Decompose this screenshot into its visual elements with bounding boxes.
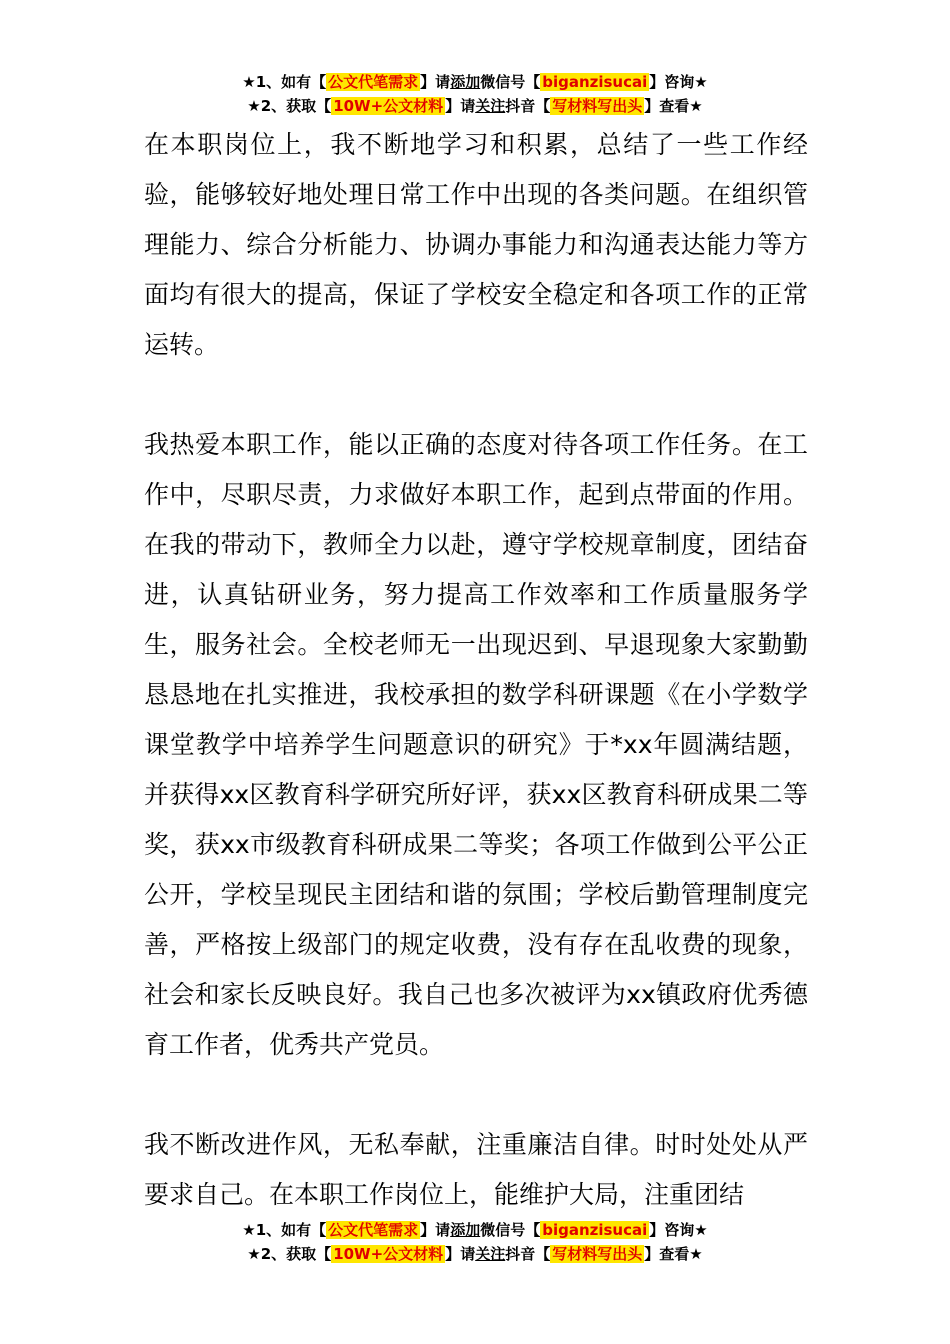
promo-highlight: biganzisucai bbox=[542, 1221, 648, 1239]
promo-text: ★1、如有【 bbox=[242, 73, 327, 91]
promo-text: 】请 bbox=[420, 1221, 451, 1239]
promo-text: 微信号【 bbox=[480, 73, 541, 91]
promo-highlight: 写材料写出头 bbox=[552, 97, 643, 115]
promo-highlight: biganzisucai bbox=[542, 73, 648, 91]
promo-text: 】咨询★ bbox=[649, 73, 708, 91]
promo-highlight: 10W+公文材料 bbox=[333, 97, 444, 115]
promo-highlight: 10W+公文材料 bbox=[333, 1245, 444, 1263]
promo-emphasis: 关注 bbox=[475, 1245, 506, 1263]
promo-highlight: 写材料写出头 bbox=[552, 1245, 643, 1263]
promo-text: 抖音【 bbox=[505, 97, 551, 115]
paragraph-3: 我不断改进作风，无私奉献，注重廉洁自律。时时处处从严要求自己。在本职工作岗位上，能维护大局，注重团结 bbox=[144, 1130, 808, 1209]
promo-text: 】查看★ bbox=[644, 97, 703, 115]
promo-text: 】请 bbox=[445, 1245, 476, 1263]
promo-text: 抖音【 bbox=[505, 1245, 551, 1263]
footer-promo-banner bbox=[0, 1218, 950, 1266]
promo-text: 】查看★ bbox=[644, 1245, 703, 1263]
promo-text: ★1、如有【 bbox=[242, 1221, 327, 1239]
promo-text: ★2、获取【 bbox=[247, 97, 332, 115]
promo-emphasis: 添加 bbox=[450, 1221, 481, 1239]
promo-highlight: 公文代笔需求 bbox=[328, 73, 419, 91]
promo-line-1 bbox=[0, 1218, 950, 1242]
promo-emphasis: 添加 bbox=[450, 73, 481, 91]
paragraph-1: 在本职岗位上，我不断地学习和积累，总结了一些工作经验，能够较好地处理日常工作中出现的各类问题。在组织管理能力、综合分析能力、协调办事能力和沟通表达能力等方面均有很大的提高，保证了学校安全稳定和各项工作的正常运转。 bbox=[144, 130, 808, 359]
promo-highlight: 公文代笔需求 bbox=[328, 1221, 419, 1239]
paragraph-2: 我热爱本职工作，能以正确的态度对待各项工作任务。在工作中，尽职尽责，力求做好本职工作，起到点带面的作用。在我的带动下，教师全力以赴，遵守学校规章制度，团结奋进，认真钻研业务，努力提高工作效率和工作质量服务学生，服务社会。全校老师无一出现迟到、早退现象大家勤勤恳恳地在扎实推进，我校承担的数学科研课题《在小学数学课堂教学中培养学生问题意识的研究》于*xx年圆满结题，并获得xx区教育科学研究所好评，获xx区教育科研成果二等奖，获xx市级教育科研成果二等奖；各项工作做到公平公正公开，学校呈现民主团结和谐的氛围；学校后勤管理制度完善，严格按上级部门的规定收费，没有存在乱收费的现象，社会和家长反映良好。我自己也多次被评为xx镇政府优秀德育工作者，优秀共产党员。 bbox=[144, 430, 808, 1059]
promo-line-2 bbox=[0, 1242, 950, 1266]
paragraph-spacer bbox=[144, 1070, 808, 1120]
promo-text: 】请 bbox=[445, 97, 476, 115]
promo-line-1 bbox=[0, 70, 950, 94]
promo-emphasis: 关注 bbox=[475, 97, 506, 115]
paragraph-spacer bbox=[144, 370, 808, 420]
header-promo-banner bbox=[0, 70, 950, 118]
promo-text: ★2、获取【 bbox=[247, 1245, 332, 1263]
promo-text: 微信号【 bbox=[480, 1221, 541, 1239]
promo-text: 】请 bbox=[420, 73, 451, 91]
promo-text: 】咨询★ bbox=[649, 1221, 708, 1239]
document-body bbox=[144, 120, 808, 1220]
promo-line-2 bbox=[0, 94, 950, 118]
